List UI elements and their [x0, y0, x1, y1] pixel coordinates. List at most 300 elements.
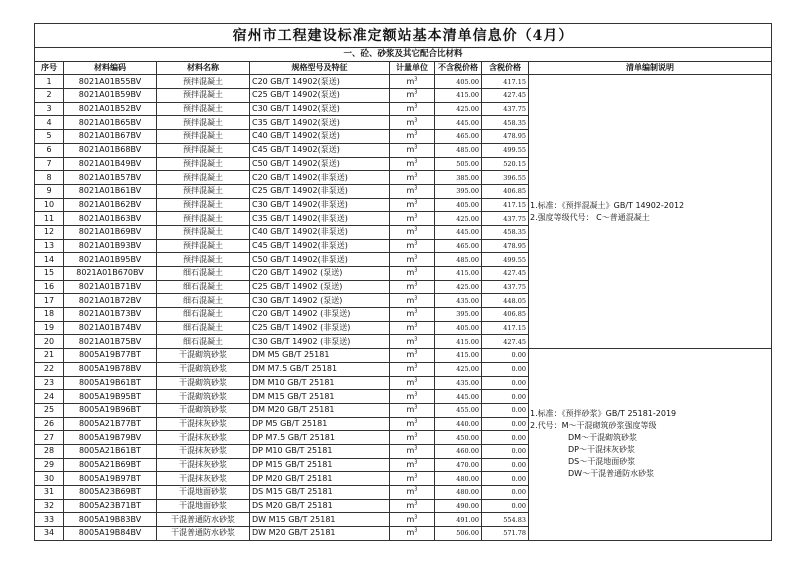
row-spec: C45 GB/T 14902(非泵送) — [250, 239, 390, 253]
row-unit — [390, 157, 435, 171]
row-index: 31 — [35, 486, 64, 500]
row-price-excl-tax: 425.00 — [435, 102, 482, 116]
row-price-excl-tax: 445.00 — [435, 390, 482, 404]
row-code: 8021A01B57BV — [64, 171, 157, 185]
row-unit — [390, 198, 435, 212]
unit-superscript: 3 — [414, 295, 418, 302]
row-index: 5 — [35, 130, 64, 144]
price-table — [34, 23, 772, 541]
unit-superscript: 3 — [414, 390, 418, 397]
row-unit — [390, 280, 435, 294]
unit-superscript: 3 — [414, 514, 418, 521]
row-code: 8021A01B59BV — [64, 89, 157, 103]
row-spec: C25 GB/T 14902(非泵送) — [250, 184, 390, 198]
row-material-name: 干混砌筑砂浆 — [157, 349, 250, 363]
row-price-excl-tax: 485.00 — [435, 253, 482, 267]
row-spec: C50 GB/T 14902(泵送) — [250, 157, 390, 171]
row-price-incl-tax: 396.55 — [482, 171, 529, 185]
unit-text: m — [406, 364, 415, 374]
row-price-incl-tax: 427.45 — [482, 89, 529, 103]
row-material-name: 干混抹灰砂浆 — [157, 458, 250, 472]
row-price-incl-tax: 406.85 — [482, 184, 529, 198]
row-index: 8 — [35, 171, 64, 185]
row-index: 23 — [35, 376, 64, 390]
row-index: 22 — [35, 362, 64, 376]
row-price-incl-tax: 0.00 — [482, 362, 529, 376]
row-index: 10 — [35, 198, 64, 212]
unit-superscript: 3 — [414, 445, 418, 452]
row-unit — [390, 349, 435, 363]
unit-text: m — [406, 405, 415, 415]
sheet-title: 宿州市工程建设标准定额站基本清单信息价（4月） — [35, 24, 772, 48]
row-index: 26 — [35, 417, 64, 431]
row-material-name: 预拌混凝土 — [157, 157, 250, 171]
note-line: 2.代号：M～干混砌筑砂浆强度等级 — [530, 421, 657, 431]
row-index: 34 — [35, 527, 64, 541]
row-code: 8021A01B52BV — [64, 102, 157, 116]
row-price-incl-tax: 0.00 — [482, 376, 529, 390]
row-spec: C25 GB/T 14902 (泵送) — [250, 280, 390, 294]
row-material-name: 预拌混凝土 — [157, 171, 250, 185]
row-unit — [390, 527, 435, 541]
row-price-excl-tax: 415.00 — [435, 349, 482, 363]
row-unit — [390, 184, 435, 198]
row-price-excl-tax: 445.00 — [435, 116, 482, 130]
row-code: 8021A01B63BV — [64, 212, 157, 226]
row-price-excl-tax: 480.00 — [435, 472, 482, 486]
row-code: 8005A19B83BV — [64, 513, 157, 527]
note-line: DP～干混抹灰砂浆 — [568, 445, 635, 455]
row-price-excl-tax: 395.00 — [435, 184, 482, 198]
row-material-name: 干混普通防水砂浆 — [157, 527, 250, 541]
unit-text: m — [406, 145, 415, 155]
row-material-name: 预拌混凝土 — [157, 75, 250, 89]
unit-text: m — [406, 528, 415, 538]
unit-superscript: 3 — [414, 76, 418, 83]
row-index: 29 — [35, 458, 64, 472]
row-spec: C25 GB/T 14902 (非泵送) — [250, 321, 390, 335]
row-spec: DM M15 GB/T 25181 — [250, 390, 390, 404]
row-price-incl-tax: 0.00 — [482, 499, 529, 513]
note-line: 1.标准：《预拌砂浆》GB/T 25181-2019 — [530, 409, 677, 419]
row-spec: C40 GB/T 14902(泵送) — [250, 130, 390, 144]
row-code: 8005A23B71BT — [64, 499, 157, 513]
unit-text: m — [406, 487, 415, 497]
row-price-excl-tax: 405.00 — [435, 198, 482, 212]
row-material-name: 预拌混凝土 — [157, 116, 250, 130]
unit-text: m — [406, 432, 415, 442]
row-price-incl-tax: 0.00 — [482, 444, 529, 458]
row-unit — [390, 130, 435, 144]
row-price-excl-tax: 455.00 — [435, 403, 482, 417]
unit-text: m — [406, 76, 415, 86]
row-spec: DW M20 GB/T 25181 — [250, 527, 390, 541]
row-unit — [390, 143, 435, 157]
section-row — [35, 48, 772, 62]
row-material-name: 细石混凝土 — [157, 294, 250, 308]
row-price-incl-tax: 406.85 — [482, 308, 529, 322]
header-row — [35, 61, 772, 75]
unit-superscript: 3 — [414, 486, 418, 493]
header-code: 材料编码 — [64, 61, 157, 75]
row-index: 17 — [35, 294, 64, 308]
row-material-name: 预拌混凝土 — [157, 130, 250, 144]
unit-superscript: 3 — [414, 103, 418, 110]
row-price-excl-tax: 485.00 — [435, 143, 482, 157]
row-price-incl-tax: 417.15 — [482, 75, 529, 89]
row-unit — [390, 171, 435, 185]
row-price-excl-tax: 425.00 — [435, 280, 482, 294]
row-price-excl-tax: 385.00 — [435, 171, 482, 185]
row-spec: C30 GB/T 14902(泵送) — [250, 102, 390, 116]
row-material-name: 预拌混凝土 — [157, 143, 250, 157]
row-index: 9 — [35, 184, 64, 198]
row-material-name: 预拌混凝土 — [157, 198, 250, 212]
row-price-incl-tax: 0.00 — [482, 417, 529, 431]
unit-text: m — [406, 309, 415, 319]
unit-text: m — [406, 514, 415, 524]
row-code: 8021A01B74BV — [64, 321, 157, 335]
row-index: 4 — [35, 116, 64, 130]
row-index: 1 — [35, 75, 64, 89]
row-code: 8021A01B68BV — [64, 143, 157, 157]
unit-text: m — [406, 104, 415, 114]
row-price-excl-tax: 425.00 — [435, 212, 482, 226]
row-unit — [390, 308, 435, 322]
row-spec: DP M15 GB/T 25181 — [250, 458, 390, 472]
row-code: 8021A01B93BV — [64, 239, 157, 253]
row-index: 19 — [35, 321, 64, 335]
unit-superscript: 3 — [414, 158, 418, 165]
row-spec: C45 GB/T 14902(泵送) — [250, 143, 390, 157]
unit-superscript: 3 — [414, 240, 418, 247]
section-title: 一、砼、砂浆及其它配合比材料 — [35, 48, 772, 62]
row-material-name: 细石混凝土 — [157, 321, 250, 335]
row-code: 8005A23B69BT — [64, 486, 157, 500]
unit-superscript: 3 — [414, 363, 418, 370]
unit-superscript: 3 — [414, 308, 418, 315]
unit-superscript: 3 — [414, 377, 418, 384]
table-row — [35, 75, 772, 89]
row-code: 8021A01B49BV — [64, 157, 157, 171]
unit-text: m — [406, 446, 415, 456]
unit-superscript: 3 — [414, 254, 418, 260]
row-code: 8021A01B95BV — [64, 253, 157, 267]
row-material-name: 干混抹灰砂浆 — [157, 444, 250, 458]
row-material-name: 预拌混凝土 — [157, 89, 250, 103]
row-unit — [390, 499, 435, 513]
row-material-name: 干混抹灰砂浆 — [157, 472, 250, 486]
header-price-incl-tax: 含税价格 — [482, 61, 529, 75]
row-spec: DP M5 GB/T 25181 — [250, 417, 390, 431]
row-spec: C35 GB/T 14902(非泵送) — [250, 212, 390, 226]
row-code: 8005A19B96BT — [64, 403, 157, 417]
row-code: 8021A01B71BV — [64, 280, 157, 294]
row-price-excl-tax: 470.00 — [435, 458, 482, 472]
unit-text: m — [406, 254, 415, 264]
row-index: 27 — [35, 431, 64, 445]
unit-superscript: 3 — [414, 527, 418, 534]
row-material-name: 预拌混凝土 — [157, 184, 250, 198]
unit-superscript: 3 — [414, 130, 418, 137]
row-spec: C20 GB/T 14902(泵送) — [250, 75, 390, 89]
unit-superscript: 3 — [414, 199, 418, 206]
row-unit — [390, 253, 435, 267]
row-price-excl-tax: 435.00 — [435, 294, 482, 308]
row-price-excl-tax: 435.00 — [435, 376, 482, 390]
unit-text: m — [406, 199, 415, 209]
unit-text: m — [406, 473, 415, 483]
row-unit — [390, 102, 435, 116]
unit-text: m — [406, 117, 415, 127]
table-row — [35, 349, 772, 363]
unit-text: m — [406, 295, 415, 305]
row-price-excl-tax: 445.00 — [435, 225, 482, 239]
header-price-excl-tax: 不含税价格 — [435, 61, 482, 75]
row-index: 16 — [35, 280, 64, 294]
row-material-name: 预拌混凝土 — [157, 225, 250, 239]
row-index: 20 — [35, 335, 64, 349]
row-price-incl-tax: 478.95 — [482, 130, 529, 144]
row-price-excl-tax: 395.00 — [435, 308, 482, 322]
unit-superscript: 3 — [414, 473, 418, 479]
unit-text: m — [406, 90, 415, 100]
row-unit — [390, 75, 435, 89]
row-spec: DS M20 GB/T 25181 — [250, 499, 390, 513]
row-price-excl-tax: 491.00 — [435, 513, 482, 527]
row-index: 13 — [35, 239, 64, 253]
unit-text: m — [406, 377, 415, 387]
row-code: 8021A01B67BV — [64, 130, 157, 144]
row-index: 6 — [35, 143, 64, 157]
row-code: 8021A01B69BV — [64, 225, 157, 239]
row-price-excl-tax: 465.00 — [435, 130, 482, 144]
row-price-excl-tax: 490.00 — [435, 499, 482, 513]
unit-text: m — [406, 323, 415, 333]
unit-text: m — [406, 240, 415, 250]
header-name: 材料名称 — [157, 61, 250, 75]
row-material-name: 干混砌筑砂浆 — [157, 390, 250, 404]
unit-superscript: 3 — [414, 349, 418, 356]
row-material-name: 干混抹灰砂浆 — [157, 431, 250, 445]
row-price-incl-tax: 417.15 — [482, 321, 529, 335]
row-unit — [390, 267, 435, 281]
row-unit — [390, 390, 435, 404]
unit-superscript: 3 — [414, 281, 418, 288]
row-index: 2 — [35, 89, 64, 103]
unit-text: m — [406, 418, 415, 428]
row-spec: C25 GB/T 14902(泵送) — [250, 89, 390, 103]
unit-superscript: 3 — [414, 431, 418, 438]
row-spec: DM M5 GB/T 25181 — [250, 349, 390, 363]
row-code: 8005A21B69BT — [64, 458, 157, 472]
row-index: 28 — [35, 444, 64, 458]
concrete-notes — [529, 75, 772, 349]
row-spec: C30 GB/T 14902 (泵送) — [250, 294, 390, 308]
row-material-name: 预拌混凝土 — [157, 239, 250, 253]
unit-superscript: 3 — [414, 418, 418, 425]
row-index: 25 — [35, 403, 64, 417]
row-price-excl-tax: 450.00 — [435, 431, 482, 445]
row-code: 8005A21B77BT — [64, 417, 157, 431]
row-code: 8005A19B61BT — [64, 376, 157, 390]
row-spec: DM M7.5 GB/T 25181 — [250, 362, 390, 376]
row-material-name: 干混普通防水砂浆 — [157, 513, 250, 527]
row-code: 8005A19B77BT — [64, 349, 157, 363]
row-index: 12 — [35, 225, 64, 239]
row-unit — [390, 403, 435, 417]
row-price-incl-tax: 417.15 — [482, 198, 529, 212]
row-price-incl-tax: 554.83 — [482, 513, 529, 527]
row-price-incl-tax: 427.45 — [482, 267, 529, 281]
row-price-incl-tax: 0.00 — [482, 431, 529, 445]
row-price-incl-tax: 0.00 — [482, 403, 529, 417]
row-price-incl-tax: 437.75 — [482, 212, 529, 226]
row-price-incl-tax: 520.15 — [482, 157, 529, 171]
row-price-incl-tax: 478.95 — [482, 239, 529, 253]
row-price-incl-tax: 458.35 — [482, 116, 529, 130]
row-spec: C20 GB/T 14902 (非泵送) — [250, 308, 390, 322]
row-code: 8021A01B61BV — [64, 184, 157, 198]
row-spec: DM M10 GB/T 25181 — [250, 376, 390, 390]
row-spec: DS M15 GB/T 25181 — [250, 486, 390, 500]
unit-text: m — [406, 391, 415, 401]
unit-superscript: 3 — [414, 459, 418, 466]
unit-superscript: 3 — [414, 322, 418, 329]
header-index: 序号 — [35, 61, 64, 75]
row-material-name: 细石混凝土 — [157, 308, 250, 322]
row-spec: DP M7.5 GB/T 25181 — [250, 431, 390, 445]
note-line: DW～干混普通防水砂浆 — [568, 469, 655, 479]
unit-text: m — [406, 186, 415, 196]
header-spec: 规格型号及特征 — [250, 61, 390, 75]
row-index: 11 — [35, 212, 64, 226]
row-unit — [390, 212, 435, 226]
row-price-excl-tax: 460.00 — [435, 444, 482, 458]
unit-text: m — [406, 158, 415, 168]
row-code: 8005A21B61BT — [64, 444, 157, 458]
row-code: 8021A01B73BV — [64, 308, 157, 322]
note-line: DS～干混地面砂浆 — [568, 457, 636, 467]
row-unit — [390, 321, 435, 335]
row-code: 8005A19B79BV — [64, 431, 157, 445]
row-price-excl-tax: 425.00 — [435, 362, 482, 376]
unit-text: m — [406, 282, 415, 292]
unit-superscript: 3 — [414, 117, 418, 124]
row-unit — [390, 472, 435, 486]
row-material-name: 细石混凝土 — [157, 335, 250, 349]
row-unit — [390, 486, 435, 500]
row-price-excl-tax: 405.00 — [435, 75, 482, 89]
row-price-incl-tax: 499.55 — [482, 143, 529, 157]
row-unit — [390, 239, 435, 253]
row-code: 8005A19B95BT — [64, 390, 157, 404]
unit-superscript: 3 — [414, 171, 418, 178]
row-unit — [390, 89, 435, 103]
unit-text: m — [406, 172, 415, 182]
row-code: 8021A01B65BV — [64, 116, 157, 130]
row-price-incl-tax: 0.00 — [482, 486, 529, 500]
unit-text: m — [406, 459, 415, 469]
row-price-excl-tax: 415.00 — [435, 267, 482, 281]
row-price-incl-tax: 0.00 — [482, 472, 529, 486]
row-price-incl-tax: 437.75 — [482, 102, 529, 116]
unit-text: m — [406, 336, 415, 346]
row-index: 30 — [35, 472, 64, 486]
row-material-name: 干混抹灰砂浆 — [157, 417, 250, 431]
header-notes: 清单编制说明 — [529, 61, 772, 75]
note-line: DM～干混砌筑砂浆 — [568, 433, 638, 443]
row-code: 8005A19B78BV — [64, 362, 157, 376]
row-price-incl-tax: 427.45 — [482, 335, 529, 349]
unit-superscript: 3 — [414, 336, 418, 343]
row-price-incl-tax: 437.75 — [482, 280, 529, 294]
row-spec: DM M20 GB/T 25181 — [250, 403, 390, 417]
row-unit — [390, 458, 435, 472]
row-material-name: 干混砌筑砂浆 — [157, 376, 250, 390]
row-code: 8005A19B97BT — [64, 472, 157, 486]
row-index: 24 — [35, 390, 64, 404]
row-price-excl-tax: 415.00 — [435, 335, 482, 349]
row-spec: C35 GB/T 14902(泵送) — [250, 116, 390, 130]
unit-superscript: 3 — [414, 500, 418, 507]
header-unit: 计量单位 — [390, 61, 435, 75]
row-index: 18 — [35, 308, 64, 322]
row-material-name: 干混砌筑砂浆 — [157, 362, 250, 376]
row-spec: C40 GB/T 14902(非泵送) — [250, 225, 390, 239]
row-material-name: 干混地面砂浆 — [157, 486, 250, 500]
row-price-incl-tax: 571.78 — [482, 527, 529, 541]
mortar-notes — [529, 349, 772, 541]
row-unit — [390, 431, 435, 445]
row-price-excl-tax: 465.00 — [435, 239, 482, 253]
row-unit — [390, 335, 435, 349]
row-index: 32 — [35, 499, 64, 513]
row-spec: DP M20 GB/T 25181 — [250, 472, 390, 486]
row-price-incl-tax: 448.05 — [482, 294, 529, 308]
unit-superscript: 3 — [414, 185, 418, 192]
unit-text: m — [406, 213, 415, 223]
unit-text: m — [406, 268, 415, 278]
row-index: 7 — [35, 157, 64, 171]
unit-superscript: 3 — [414, 212, 418, 219]
row-spec: C20 GB/T 14902(非泵送) — [250, 171, 390, 185]
row-material-name: 预拌混凝土 — [157, 212, 250, 226]
row-material-name: 细石混凝土 — [157, 267, 250, 281]
row-material-name: 细石混凝土 — [157, 280, 250, 294]
row-spec: C30 GB/T 14902(非泵送) — [250, 198, 390, 212]
unit-superscript: 3 — [414, 267, 418, 274]
unit-text: m — [406, 227, 415, 237]
row-unit — [390, 362, 435, 376]
row-unit — [390, 376, 435, 390]
row-index: 33 — [35, 513, 64, 527]
row-unit — [390, 116, 435, 130]
row-price-excl-tax: 505.00 — [435, 157, 482, 171]
unit-superscript: 3 — [414, 226, 418, 233]
row-price-incl-tax: 458.35 — [482, 225, 529, 239]
row-code: 8005A19B84BV — [64, 527, 157, 541]
row-spec: C20 GB/T 14902 (泵送) — [250, 267, 390, 281]
row-spec: DW M15 GB/T 25181 — [250, 513, 390, 527]
row-index: 14 — [35, 253, 64, 267]
row-material-name: 预拌混凝土 — [157, 253, 250, 267]
row-spec: C30 GB/T 14902 (非泵送) — [250, 335, 390, 349]
row-price-incl-tax: 0.00 — [482, 458, 529, 472]
row-unit — [390, 513, 435, 527]
row-price-incl-tax: 0.00 — [482, 349, 529, 363]
unit-text: m — [406, 131, 415, 141]
